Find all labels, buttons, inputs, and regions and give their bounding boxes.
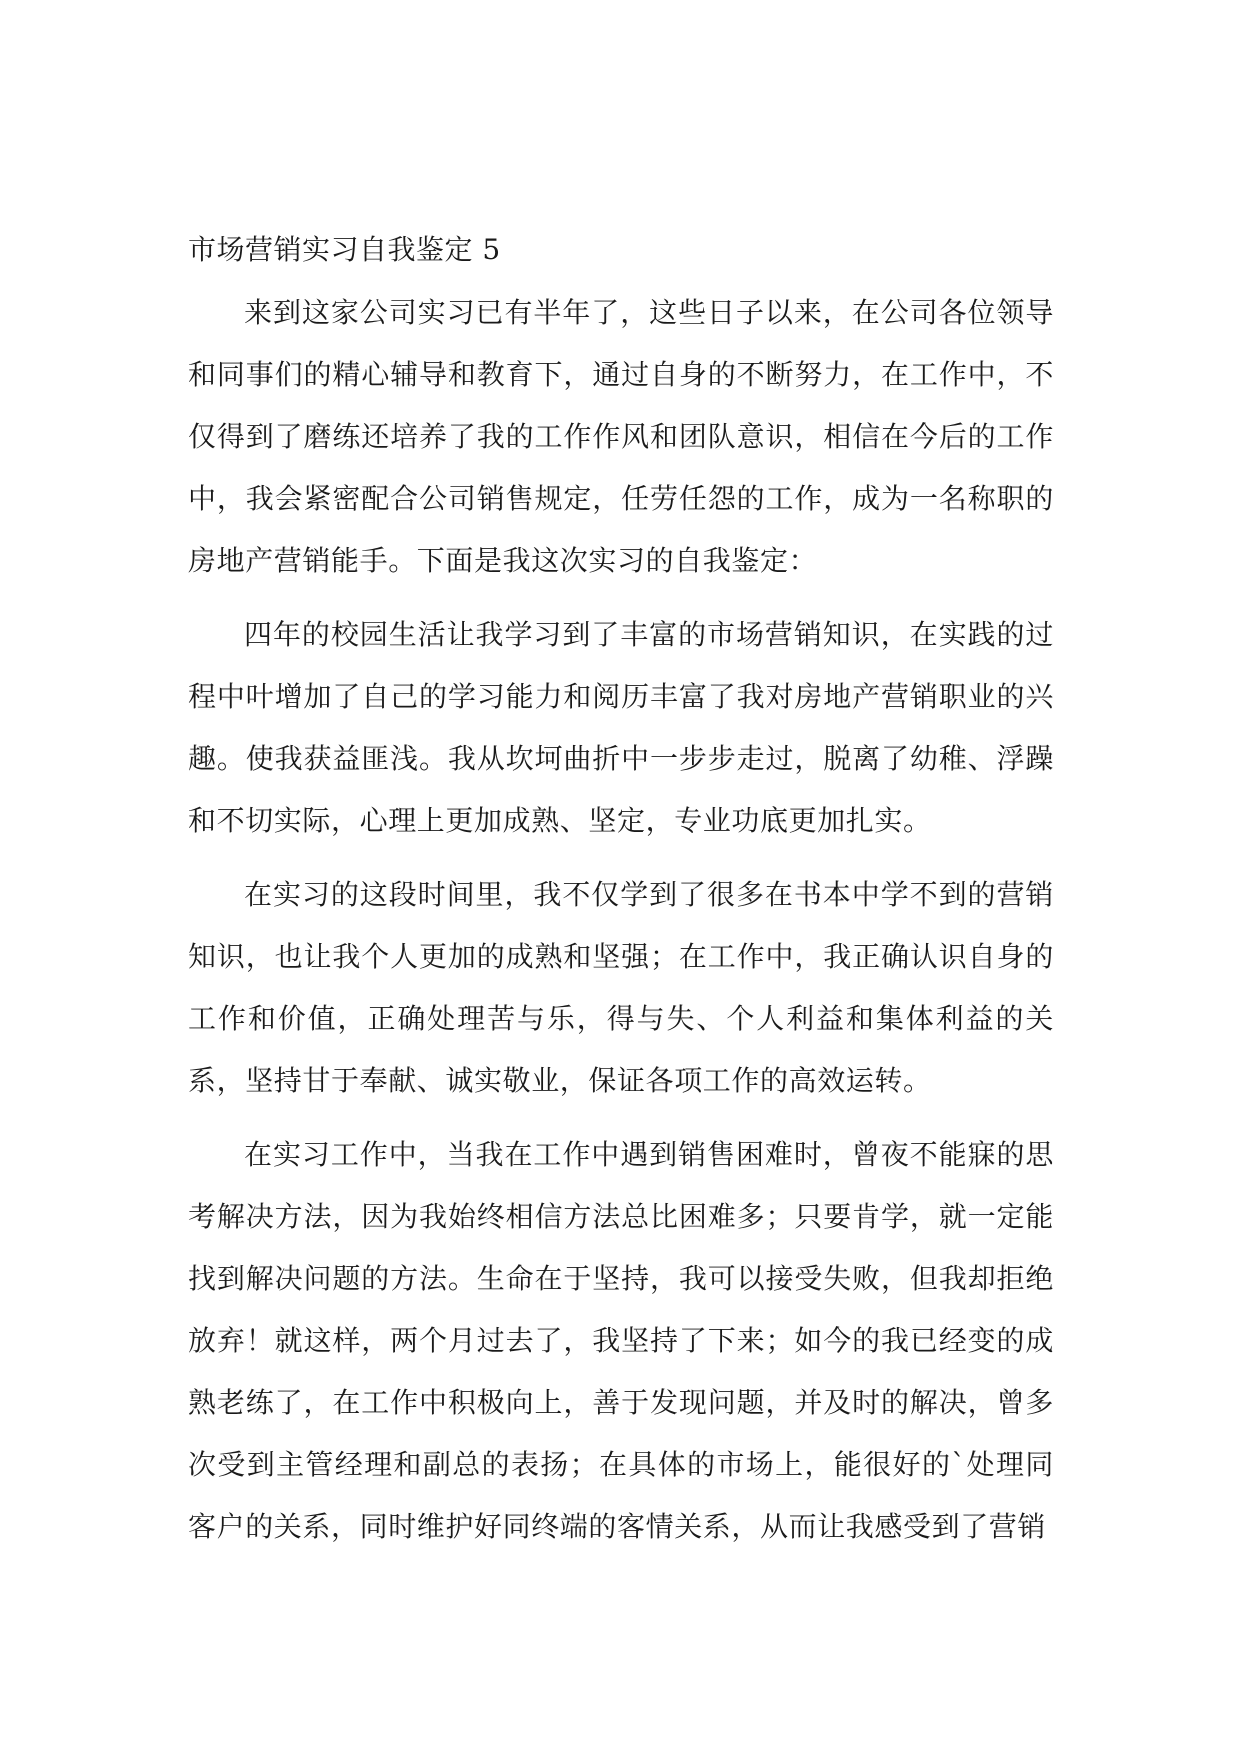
paragraph-2: 四年的校园生活让我学习到了丰富的市场营销知识，在实践的过程中叶增加了自己的学习能力和阅历丰富了我对房地产营销职业的兴趣。使我获益匪浅。我从坎坷曲折中一步步走过，脱离了幼稚、浮躁和不切实际，心理上更加成熟、坚定，专业功底更加扎实。 xyxy=(188,618,1054,837)
document-title: 市场营销实习自我鉴定 5 xyxy=(188,233,501,266)
paragraph-3: 在实习的这段时间里，我不仅学到了很多在书本中学不到的营销知识，也让我个人更加的成熟和坚强；在工作中，我正确认识自身的工作和价值，正确处理苦与乐，得与失、个人利益和集体利益的关系，坚持甘于奉献、诚实敬业，保证各项工作的高效运转。 xyxy=(188,878,1054,1097)
document-body xyxy=(188,230,1054,1558)
paragraph-1: 来到这家公司实习已有半年了，这些日子以来，在公司各位领导和同事们的精心辅导和教育下，通过自身的不断努力，在工作中，不仅得到了磨练还培养了我的工作作风和团队意识，相信在今后的工作中，我会紧密配合公司销售规定，任劳任怨的工作，成为一名称职的房地产营销能手。下面是我这次实习的自我鉴定： xyxy=(188,296,1054,577)
paragraph-4: 在实习工作中，当我在工作中遇到销售困难时，曾夜不能寐的思考解决方法，因为我始终相信方法总比困难多；只要肯学，就一定能找到解决问题的方法。生命在于坚持，我可以接受失败，但我却拒绝放弃！就这样，两个月过去了，我坚持了下来；如今的我已经变的成熟老练了，在工作中积极向上，善于发现问题，并及时的解决，曾多次受到主管经理和副总的表扬；在具体的市场上，能很好的`处理同客户的关系，同时维护好同终端的客情关系，从而让我感受到了营销 xyxy=(188,1138,1054,1543)
